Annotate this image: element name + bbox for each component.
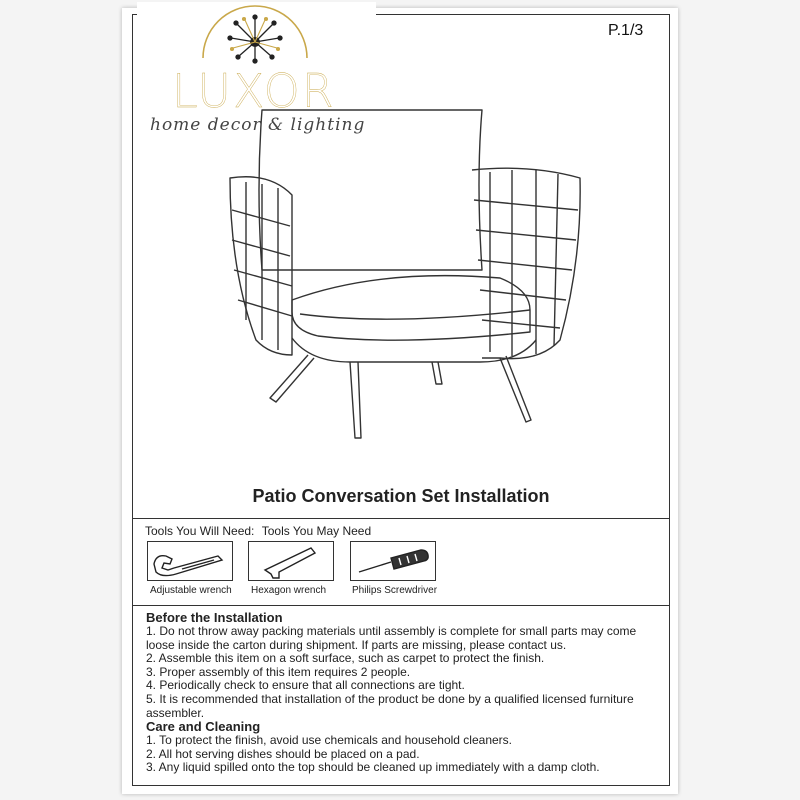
instruction-item: 2. Assemble this item on a soft surface, such as carpet to protect the finish. <box>146 651 545 666</box>
tool-label: Hexagon wrench <box>251 585 327 596</box>
tool-card-hexagon-wrench <box>248 541 334 581</box>
tool-card-adjustable-wrench <box>147 541 233 581</box>
divider <box>132 518 670 519</box>
tool-label: Adjustable wrench <box>150 585 232 596</box>
instructions-text <box>146 611 666 775</box>
instruction-item: 5. It is recommended that installation of the product be done by a qualified licensed furniture assembler. <box>146 691 634 720</box>
tool-card-screwdriver <box>350 541 436 581</box>
document-title: Patio Conversation Set Installation <box>252 486 550 506</box>
care-item: 1. To protect the finish, avoid use chemicals and household cleaners. <box>146 733 512 748</box>
tools-may-need-heading: Tools You May Need <box>261 524 372 538</box>
instruction-item: 3. Proper assembly of this item requires 2 people. <box>146 664 411 679</box>
brand-name: LUXOR <box>172 64 336 118</box>
adjustable-wrench-icon <box>148 542 234 582</box>
instruction-item: 4. Periodically check to ensure that all connections are tight. <box>146 678 465 693</box>
care-item: 3. Any liquid spilled onto the top should be cleaned up immediately with a damp cloth. <box>146 760 600 775</box>
care-item: 2. All hot serving dishes should be placed on a pad. <box>146 746 420 761</box>
tools-heading <box>145 524 371 538</box>
instruction-item: 1. Do not throw away packing materials until assembly is complete for small parts may come loose inside the carton during shipment. If parts are missing, please contact us. <box>146 624 637 652</box>
chair-illustration <box>200 100 600 450</box>
tool-label: Philips Screwdriver <box>352 585 438 596</box>
before-installation-heading: Before the Installation <box>146 610 283 625</box>
divider <box>132 605 670 606</box>
tools-need-heading: Tools You Will Need: <box>145 524 255 538</box>
page-number: P.1/3 <box>608 22 644 39</box>
screwdriver-icon <box>351 542 437 582</box>
brand-tagline: home decor & lighting <box>150 115 366 135</box>
hex-key-icon <box>249 542 335 582</box>
care-heading: Care and Cleaning <box>146 719 261 735</box>
